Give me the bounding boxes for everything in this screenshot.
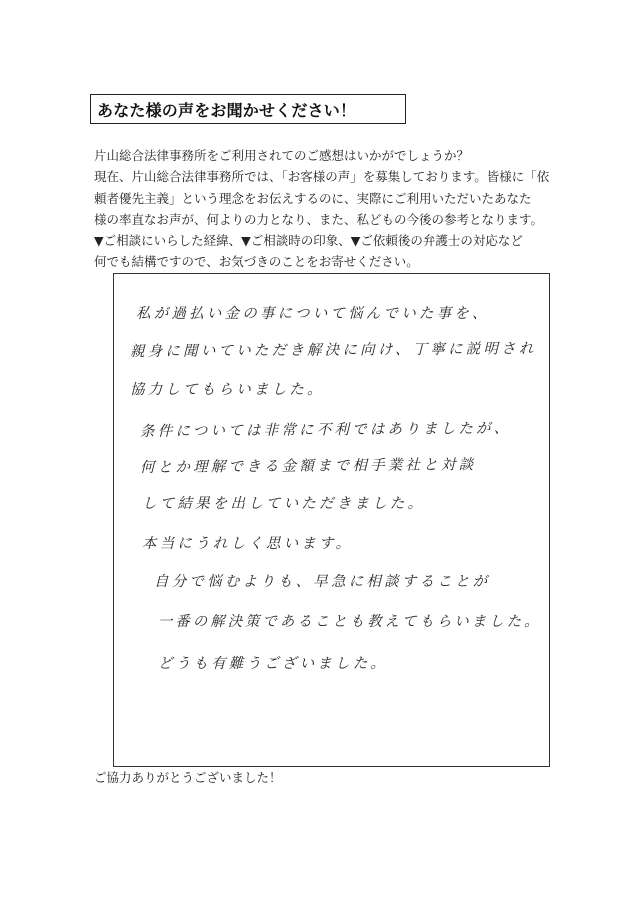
intro-text xyxy=(94,145,564,273)
intro-line: 頼者優先主義」という理念をお伝えするのに、実際にご利用いただいたあなた xyxy=(94,190,532,206)
handwritten-line: 協力してもらいました。 xyxy=(130,382,325,398)
handwritten-line: 私が過払い金の事について悩んでいた事を、 xyxy=(136,306,490,322)
handwritten-letter-box xyxy=(113,273,550,767)
intro-line: 何でも結構ですので、お気づきのことをお寄せください。 xyxy=(94,254,419,270)
intro-line: 片山総合法律事務所をご利用されてのご感想はいかがでしょうか？ xyxy=(94,148,470,163)
handwritten-line: 何とか理解できる金額まで相手業社と対談 xyxy=(139,457,477,476)
intro-line: 現在、片山総合法律事務所では、「お客様の声」を募集しております。皆様に「依 xyxy=(94,169,550,185)
handwritten-line: 条件については非常に不利ではありましたが、 xyxy=(139,420,512,440)
handwritten-line: して結果を出していただきました。 xyxy=(142,496,426,512)
intro-line: ▼ご相談にいらした経緯、▼ご相談時の印象、▼ご依頼後の弁護士の対応など xyxy=(94,233,523,249)
handwritten-line: 親身に聞いていただき解決に向け、丁寧に説明され xyxy=(129,341,537,360)
intro-line: 様の率直なお声が、何よりの力となり、また、私どもの今後の参考となります。 xyxy=(94,211,544,227)
handwritten-line: 本当にうれしく思います。 xyxy=(142,536,354,552)
closing-text: ご協力ありがとうございました！ xyxy=(94,770,282,785)
handwritten-line: 自分で悩むよりも、早急に相談することが xyxy=(154,574,491,590)
handwritten-line: どうも有難うございました。 xyxy=(158,656,389,672)
page-heading: あなた様の声をお聞かせください！ xyxy=(90,94,406,124)
handwritten-line: 一番の解決策であることも教えてもらいました。 xyxy=(158,614,542,630)
